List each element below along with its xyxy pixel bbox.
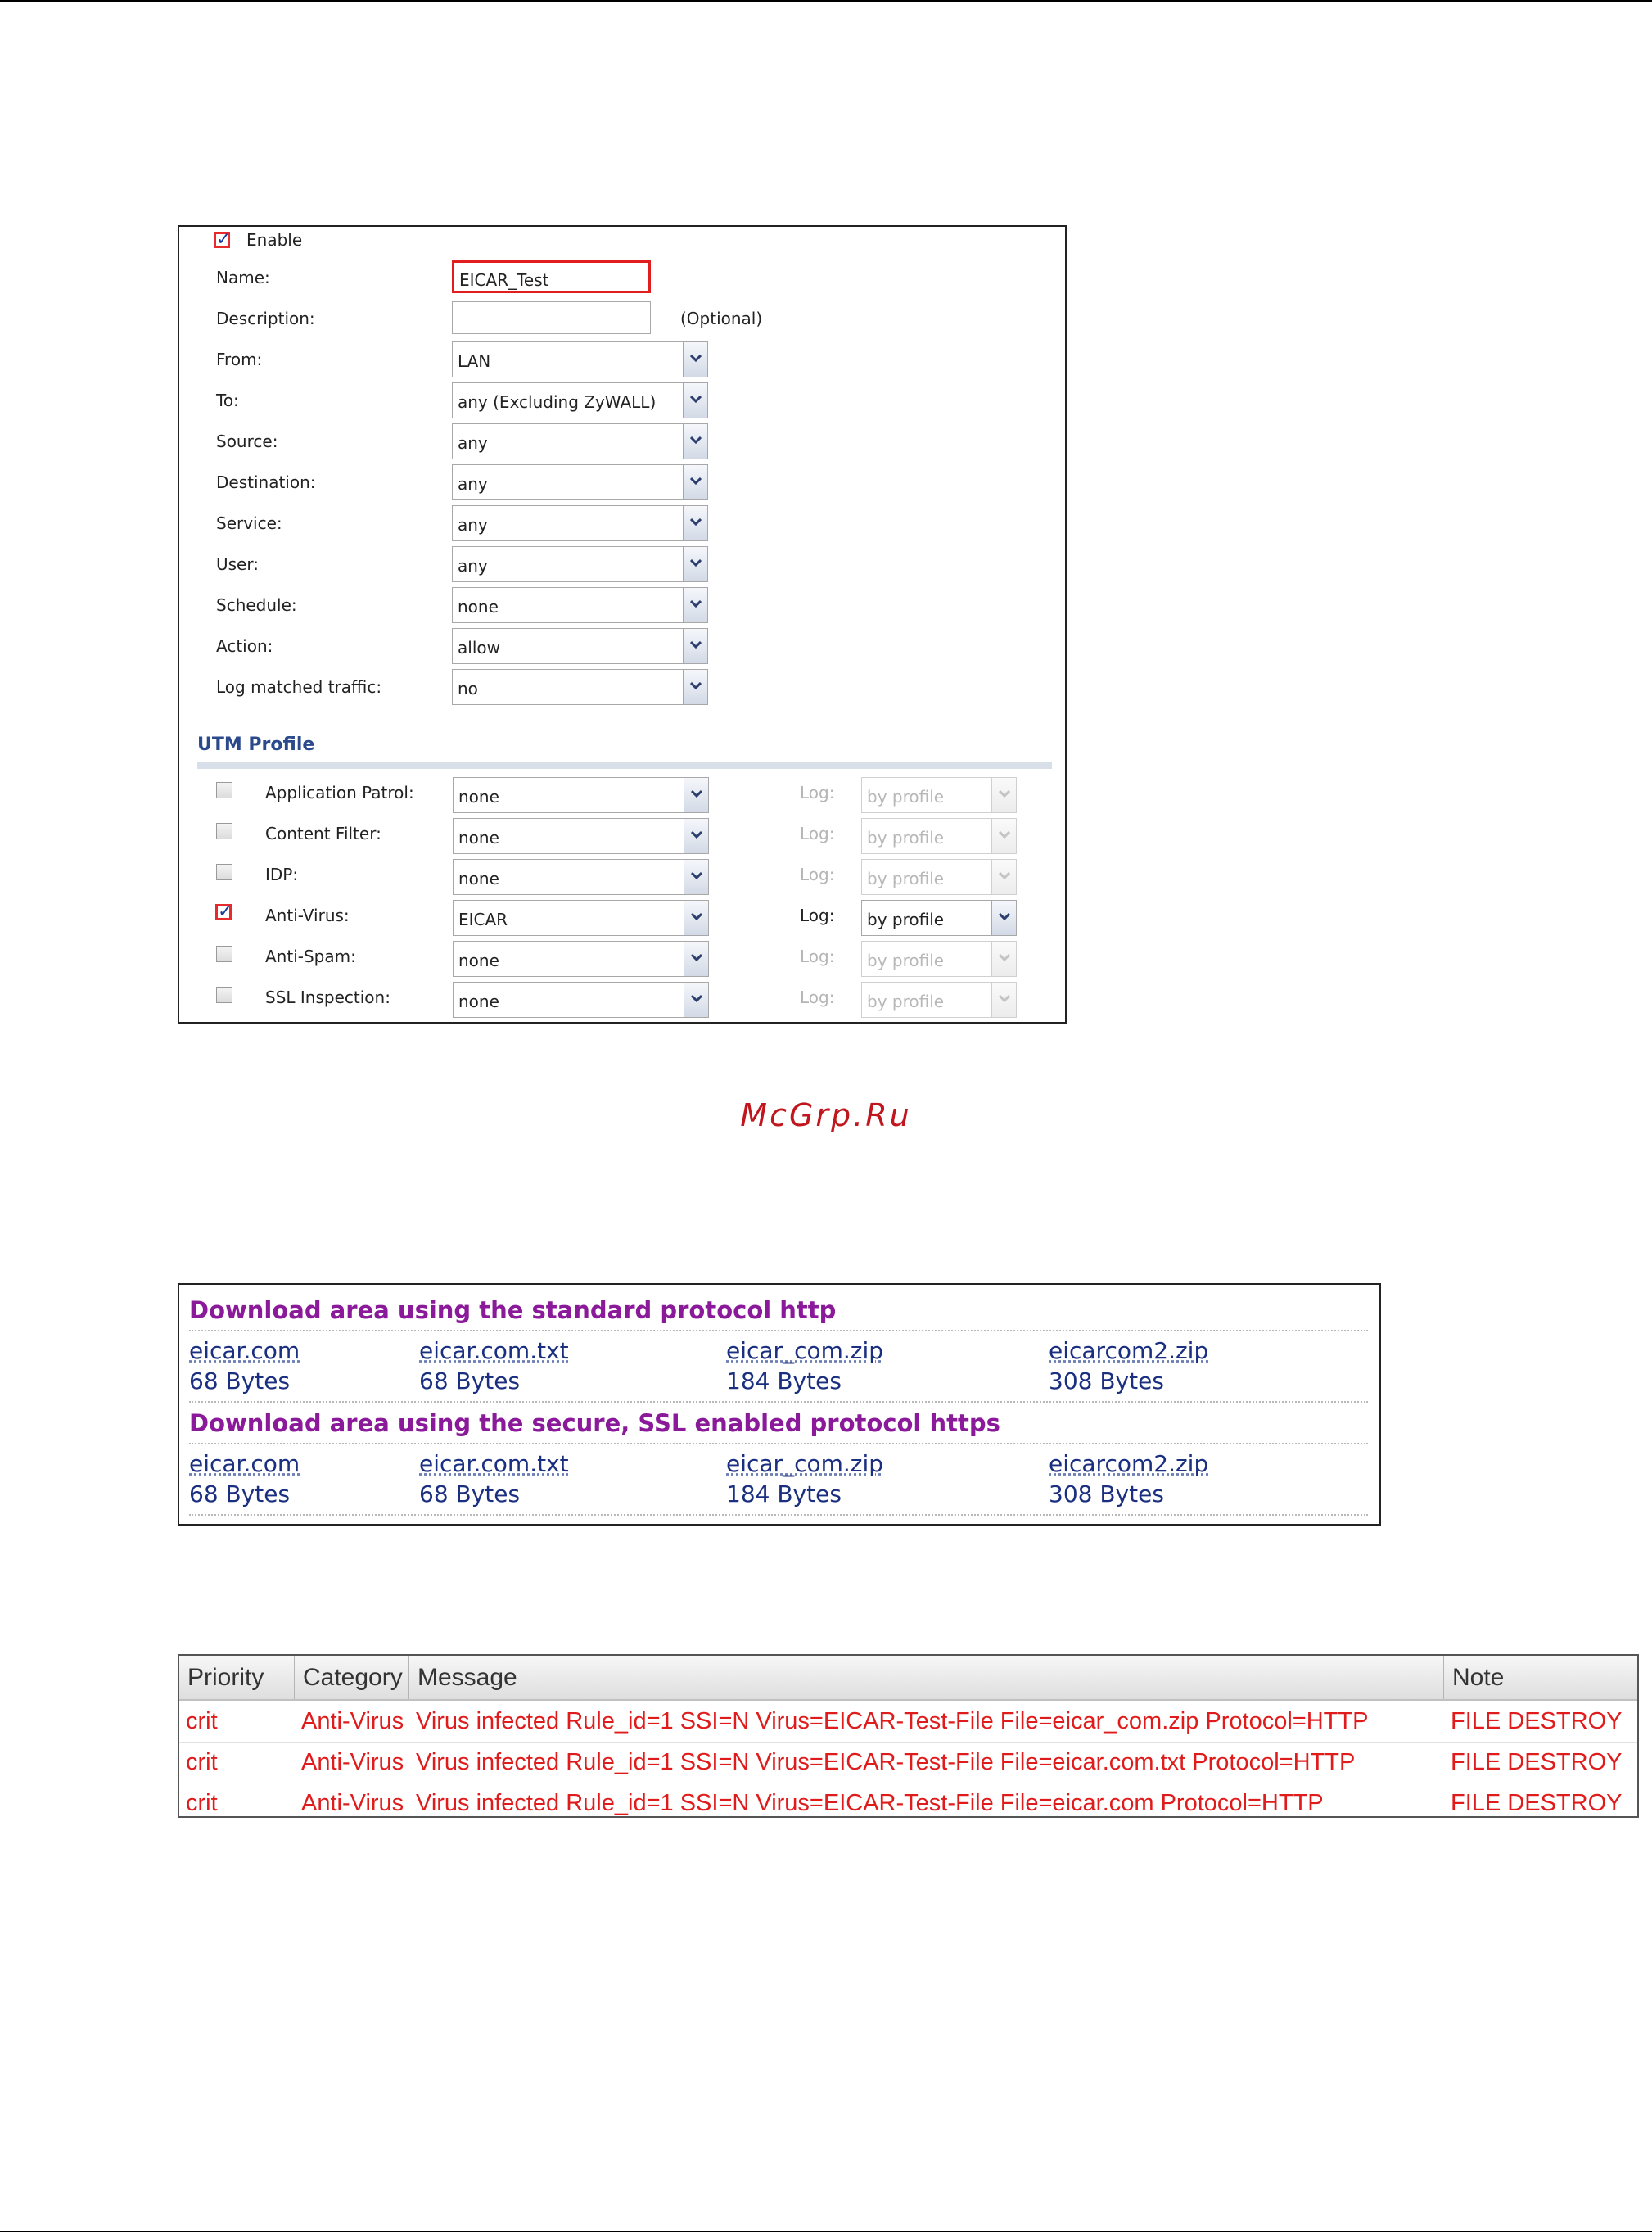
log-label: Log: bbox=[800, 988, 835, 1007]
download-link[interactable]: eicarcom2.zip bbox=[1049, 1450, 1209, 1477]
chevron-down-icon[interactable] bbox=[683, 342, 707, 377]
file-size: 184 Bytes bbox=[726, 1480, 842, 1508]
ssl-inspection-label: SSL Inspection: bbox=[265, 988, 390, 1007]
log-matched-value: no bbox=[458, 679, 478, 698]
anti-spam-label: Anti-Spam: bbox=[265, 947, 356, 966]
log-label: Log: bbox=[800, 783, 835, 802]
policy-form-panel bbox=[178, 225, 1067, 1024]
category-cell: Anti-Virus bbox=[301, 1749, 404, 1775]
chevron-down-icon[interactable] bbox=[683, 465, 707, 499]
divider bbox=[189, 1443, 1368, 1444]
to-label: To: bbox=[216, 391, 239, 410]
content-filter-label: Content Filter: bbox=[265, 824, 381, 843]
anti-spam-select[interactable] bbox=[453, 941, 709, 977]
schedule-label: Schedule: bbox=[216, 595, 297, 615]
idp-select[interactable] bbox=[453, 859, 709, 895]
file-size: 68 Bytes bbox=[419, 1367, 521, 1394]
source-select[interactable] bbox=[452, 423, 708, 459]
from-select[interactable] bbox=[452, 341, 708, 377]
message-cell: Virus infected Rule_id=1 SSI=N Virus=EICAR-Test-File File=eicar_com.zip Protocol=HTTP bbox=[416, 1708, 1369, 1734]
file-size: 68 Bytes bbox=[419, 1480, 521, 1508]
ssl-inspection-select[interactable] bbox=[453, 982, 709, 1018]
page-top-rule bbox=[0, 0, 1652, 2]
download-https-heading: Download area using the secure, SSL enabled protocol https bbox=[189, 1409, 1000, 1437]
action-value: allow bbox=[458, 638, 500, 658]
chevron-down-icon bbox=[991, 860, 1016, 894]
chevron-down-icon[interactable] bbox=[684, 819, 708, 853]
enable-label: Enable bbox=[246, 230, 303, 250]
chevron-down-icon bbox=[991, 819, 1016, 853]
application-patrol-value: none bbox=[458, 787, 499, 807]
to-select[interactable] bbox=[452, 382, 708, 418]
schedule-value: none bbox=[458, 597, 499, 617]
divider bbox=[189, 1401, 1368, 1403]
table-row[interactable] bbox=[179, 1742, 1637, 1783]
chevron-down-icon[interactable] bbox=[683, 506, 707, 540]
application-patrol-select[interactable] bbox=[453, 777, 709, 813]
chevron-down-icon[interactable] bbox=[683, 383, 707, 418]
note-cell: FILE DESTROY bbox=[1451, 1790, 1623, 1816]
action-select[interactable] bbox=[452, 628, 708, 664]
anti-virus-value: EICAR bbox=[458, 910, 508, 929]
chevron-down-icon[interactable] bbox=[684, 983, 708, 1017]
message-cell: Virus infected Rule_id=1 SSI=N Virus=EICAR-Test-File File=eicar.com Protocol=HTTP bbox=[416, 1790, 1324, 1816]
download-http-heading: Download area using the standard protocol http bbox=[189, 1296, 837, 1324]
chevron-down-icon bbox=[991, 942, 1016, 976]
table-row[interactable] bbox=[179, 1783, 1637, 1818]
name-label: Name: bbox=[216, 268, 270, 287]
ssl-inspection-checkbox[interactable] bbox=[216, 987, 232, 1003]
column-header-note[interactable]: Note bbox=[1452, 1664, 1505, 1691]
divider bbox=[189, 1514, 1368, 1516]
destination-select[interactable] bbox=[452, 464, 708, 500]
ssl-inspection-log-select bbox=[861, 982, 1017, 1018]
destination-label: Destination: bbox=[216, 472, 316, 492]
download-link[interactable]: eicar.com bbox=[189, 1337, 300, 1364]
download-link[interactable]: eicar_com.zip bbox=[726, 1450, 884, 1477]
category-cell: Anti-Virus bbox=[301, 1708, 404, 1734]
chevron-down-icon[interactable] bbox=[683, 588, 707, 622]
chevron-down-icon[interactable] bbox=[683, 547, 707, 581]
page-bottom-rule bbox=[0, 2231, 1652, 2232]
anti-spam-log-select bbox=[861, 941, 1017, 977]
name-input[interactable]: EICAR_Test bbox=[452, 260, 651, 293]
chevron-down-icon[interactable] bbox=[683, 629, 707, 663]
idp-value: none bbox=[458, 869, 499, 888]
user-value: any bbox=[458, 556, 488, 576]
anti-virus-label: Anti-Virus: bbox=[265, 906, 350, 925]
note-cell: FILE DESTROY bbox=[1451, 1708, 1623, 1734]
table-row[interactable] bbox=[179, 1701, 1637, 1743]
utm-section-divider bbox=[197, 762, 1052, 769]
from-label: From: bbox=[216, 350, 263, 369]
file-size: 68 Bytes bbox=[189, 1367, 291, 1394]
chevron-down-icon[interactable] bbox=[683, 670, 707, 704]
chevron-down-icon[interactable] bbox=[991, 901, 1016, 935]
ssl-inspection-value: none bbox=[458, 992, 499, 1011]
log-matched-select[interactable] bbox=[452, 669, 708, 705]
column-header-priority[interactable]: Priority bbox=[179, 1656, 295, 1699]
download-link[interactable]: eicar.com.txt bbox=[419, 1450, 569, 1477]
content-filter-select[interactable] bbox=[453, 818, 709, 854]
idp-log-select bbox=[861, 859, 1017, 895]
content-filter-log-select bbox=[861, 818, 1017, 854]
destination-value: any bbox=[458, 474, 488, 494]
application-patrol-log-value: by profile bbox=[867, 787, 945, 807]
content-filter-log-value: by profile bbox=[867, 828, 945, 848]
source-label: Source: bbox=[216, 432, 278, 451]
message-cell: Virus infected Rule_id=1 SSI=N Virus=EICAR-Test-File File=eicar.com.txt Protocol=HTTP bbox=[416, 1749, 1356, 1775]
column-header-message[interactable]: Message bbox=[409, 1656, 1444, 1699]
column-header-category[interactable]: Category bbox=[295, 1656, 409, 1699]
anti-spam-log-value: by profile bbox=[867, 951, 945, 970]
log-label: Log: bbox=[800, 824, 835, 843]
log-label: Log: bbox=[800, 865, 835, 884]
priority-cell: crit bbox=[186, 1790, 218, 1816]
idp-checkbox[interactable] bbox=[216, 864, 232, 880]
content-filter-checkbox[interactable] bbox=[216, 823, 232, 839]
anti-spam-checkbox[interactable] bbox=[216, 946, 232, 962]
description-label: Description: bbox=[216, 309, 315, 328]
watermark: McGrp.Ru bbox=[740, 1097, 912, 1133]
idp-log-value: by profile bbox=[867, 869, 945, 888]
log-label: Log: bbox=[800, 906, 835, 925]
table-header-row bbox=[179, 1656, 1637, 1701]
download-area-panel bbox=[178, 1283, 1381, 1526]
chevron-down-icon bbox=[991, 778, 1016, 812]
anti-virus-select[interactable] bbox=[453, 900, 709, 936]
download-link[interactable]: eicar.com bbox=[189, 1450, 300, 1477]
action-label: Action: bbox=[216, 636, 273, 656]
file-size: 308 Bytes bbox=[1049, 1367, 1164, 1394]
service-label: Service: bbox=[216, 513, 282, 533]
download-link[interactable]: eicar_com.zip bbox=[726, 1337, 884, 1364]
priority-cell: crit bbox=[186, 1708, 218, 1734]
file-size: 184 Bytes bbox=[726, 1367, 842, 1394]
file-size: 308 Bytes bbox=[1049, 1480, 1164, 1508]
log-table bbox=[178, 1654, 1639, 1818]
user-select[interactable] bbox=[452, 546, 708, 582]
category-cell: Anti-Virus bbox=[301, 1790, 404, 1816]
ssl-inspection-log-value: by profile bbox=[867, 992, 945, 1011]
from-value: LAN bbox=[458, 351, 491, 371]
chevron-down-icon[interactable] bbox=[683, 424, 707, 459]
anti-virus-log-select[interactable] bbox=[861, 900, 1017, 936]
user-label: User: bbox=[216, 554, 259, 574]
file-size: 68 Bytes bbox=[189, 1480, 291, 1508]
anti-virus-log-value: by profile bbox=[867, 910, 945, 929]
application-patrol-checkbox[interactable] bbox=[216, 782, 232, 798]
anti-virus-checkbox[interactable]: ✓ bbox=[215, 904, 232, 920]
log-label: Log: bbox=[800, 947, 835, 966]
utm-profile-title: UTM Profile bbox=[197, 735, 315, 755]
anti-spam-value: none bbox=[458, 951, 499, 970]
divider bbox=[189, 1330, 1368, 1331]
application-patrol-label: Application Patrol: bbox=[265, 783, 414, 802]
description-optional-hint: (Optional) bbox=[680, 309, 763, 328]
content-filter-value: none bbox=[458, 828, 499, 848]
enable-checkbox[interactable]: ✓ bbox=[214, 232, 230, 248]
chevron-down-icon[interactable] bbox=[684, 942, 708, 976]
idp-label: IDP: bbox=[265, 865, 299, 884]
chevron-down-icon[interactable] bbox=[684, 901, 708, 935]
service-value: any bbox=[458, 515, 488, 535]
service-select[interactable] bbox=[452, 505, 708, 541]
priority-cell: crit bbox=[186, 1749, 218, 1775]
to-value: any (Excluding ZyWALL) bbox=[458, 392, 657, 412]
chevron-down-icon[interactable] bbox=[684, 778, 708, 812]
application-patrol-log-select bbox=[861, 777, 1017, 813]
chevron-down-icon bbox=[991, 983, 1016, 1017]
log-matched-label: Log matched traffic: bbox=[216, 677, 382, 697]
download-link[interactable]: eicar.com.txt bbox=[419, 1337, 569, 1364]
download-link[interactable]: eicarcom2.zip bbox=[1049, 1337, 1209, 1364]
schedule-select[interactable] bbox=[452, 587, 708, 623]
description-input[interactable] bbox=[452, 301, 651, 334]
note-cell: FILE DESTROY bbox=[1451, 1749, 1623, 1775]
chevron-down-icon[interactable] bbox=[684, 860, 708, 894]
source-value: any bbox=[458, 433, 488, 453]
